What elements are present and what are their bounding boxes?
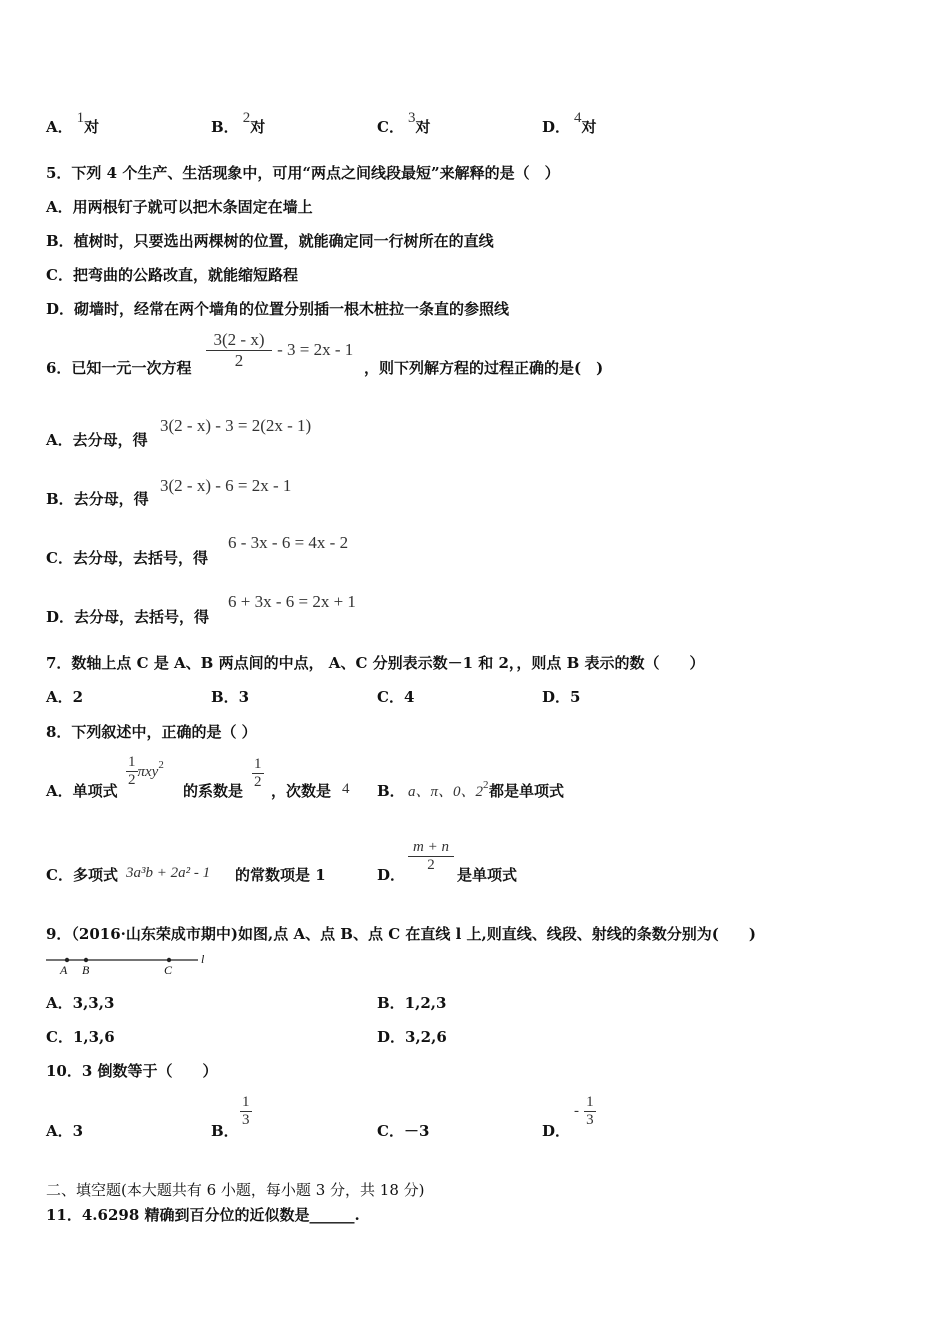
q4-option-d: D． 4对 xyxy=(542,110,597,136)
q6-option-d: D．去分母，去括号，得 xyxy=(46,608,210,626)
q9-point-a xyxy=(65,958,69,962)
q8-option-b-label: B． xyxy=(377,782,405,800)
q10-option-b-label: B． xyxy=(211,1122,239,1140)
q11-stem: 11．4.6298 精确到百分位的近似数是______. xyxy=(46,1206,360,1224)
q6-option-c-math: 6 - 3x - 6 = 4x - 2 xyxy=(228,533,349,552)
q9-point-c xyxy=(167,958,171,962)
q8-option-c-math: 3a³b + 2a² - 1 xyxy=(126,865,211,881)
q9-line-figure xyxy=(44,950,214,980)
q6-stem-pre: 6．已知一元一次方程 xyxy=(46,359,192,377)
q10-option-d-label: D． xyxy=(542,1122,571,1140)
q8-option-b-post: 都是单项式 xyxy=(489,782,565,800)
q8-option-a-post: ，次数是 xyxy=(271,782,332,800)
q9-option-c: C．1,3,6 xyxy=(46,1028,115,1046)
q8-option-d-frac: $\frac{m + n}{2}$ xyxy=(408,839,454,874)
section2-title: 二、填空题(本大题共有 6 小题，每小题 3 分，共 18 分) xyxy=(46,1181,425,1199)
q8-option-a-coef: $\frac{1}{2}$ xyxy=(254,756,262,790)
q6-option-d-math: 6 + 3x - 6 = 2x + 1 xyxy=(228,592,356,611)
q8-option-a-frac: $\frac{1}{2}$ xyxy=(128,754,136,788)
q9-label-c: C xyxy=(164,963,173,977)
q4-option-c: C． 3对 xyxy=(377,110,431,136)
q7-option-c: C．4 xyxy=(377,688,415,706)
q9-point-b xyxy=(84,958,88,962)
q7-option-b: B．3 xyxy=(211,688,250,706)
q9-line-svg xyxy=(44,950,214,980)
q8-option-c-label: C．多项式 xyxy=(46,866,118,884)
q9-label-b: B xyxy=(82,963,90,977)
q6-option-a-math: 3(2 - x) - 3 = 2(2x - 1) xyxy=(160,416,312,435)
q10-option-b-frac: $\frac{1}{3}$ xyxy=(242,1094,250,1128)
q5-option-d: D．砌墙时，经常在两个墙角的位置分别插一根木桩拉一条直的参照线 xyxy=(46,300,510,318)
q6-option-a: A．去分母，得 xyxy=(46,431,148,449)
q6-option-c: C．去分母，去括号，得 xyxy=(46,549,208,567)
q7-option-d: D．5 xyxy=(542,688,581,706)
q6-equation-fraction: $\frac{3(2 - x)}{2}$ xyxy=(206,330,272,371)
q8-option-a-term: $\frac{1}{2}$ πxy$^2$ xyxy=(128,754,164,788)
q10-option-c: C．－3 xyxy=(377,1122,430,1140)
q7-stem: 7．数轴上点 C 是 A、B 两点间的中点， A、C 分别表示数－1 和 2，，则点 B 表示的数（ ） xyxy=(46,654,705,672)
q5-option-c: C．把弯曲的公路改直，就能缩短路程 xyxy=(46,266,298,284)
q8-option-a-mid: 的系数是 xyxy=(183,782,244,800)
q8-option-a-label: A．单项式 xyxy=(46,782,118,800)
q4-option-b: B． 2对 xyxy=(211,110,266,136)
q8-option-d-post: 是单项式 xyxy=(457,866,518,884)
q8-option-d-label: D． xyxy=(377,866,406,884)
q5-option-a: A．用两根钉子就可以把木条固定在墙上 xyxy=(46,198,313,216)
q10-option-a: A．3 xyxy=(46,1122,84,1140)
q9-option-a: A．3,3,3 xyxy=(46,994,115,1012)
q10-stem: 10．3 倒数等于（ ） xyxy=(46,1062,218,1080)
q10-option-d-frac: - $\frac{1}{3}$ xyxy=(574,1094,594,1128)
q8-option-c-post: 的常数项是 1 xyxy=(235,866,326,884)
q7-option-a: A．2 xyxy=(46,688,84,706)
q9-label-l: l xyxy=(201,952,205,966)
q9-label-a: A xyxy=(60,963,68,977)
q4-option-a: A． 1对 xyxy=(46,110,100,136)
q5-option-b: B．植树时，只要选出两棵树的位置，就能确定同一行树所在的直线 xyxy=(46,232,494,250)
q6-option-b: B．去分母，得 xyxy=(46,490,149,508)
q5-stem: 5．下列 4 个生产、生活现象中，可用“两点之间线段最短”来解释的是（ ） xyxy=(46,164,560,182)
q6-option-b-math: 3(2 - x) - 6 = 2x - 1 xyxy=(160,476,292,495)
q6-equation: $\frac{3(2 - x)}{2}$ - 3 = 2x - 1 xyxy=(206,330,353,371)
q9-option-d: D．3,2,6 xyxy=(377,1028,447,1046)
q8-stem: 8．下列叙述中，正确的是（ ） xyxy=(46,723,257,741)
q6-stem-post: ，则下列解方程的过程正确的是( ) xyxy=(364,359,604,377)
q8-option-b-math: a、π、0、$2^2$ xyxy=(408,779,489,800)
q9-option-b: B．1,2,3 xyxy=(377,994,447,1012)
q8-option-a-degree: 4 xyxy=(342,781,350,797)
q9-stem: 9．（2016·山东荣成市期中)如图,点 A、点 B、点 C 在直线 l 上,则直线、线段、射线的条数分别为( ) xyxy=(46,925,756,943)
